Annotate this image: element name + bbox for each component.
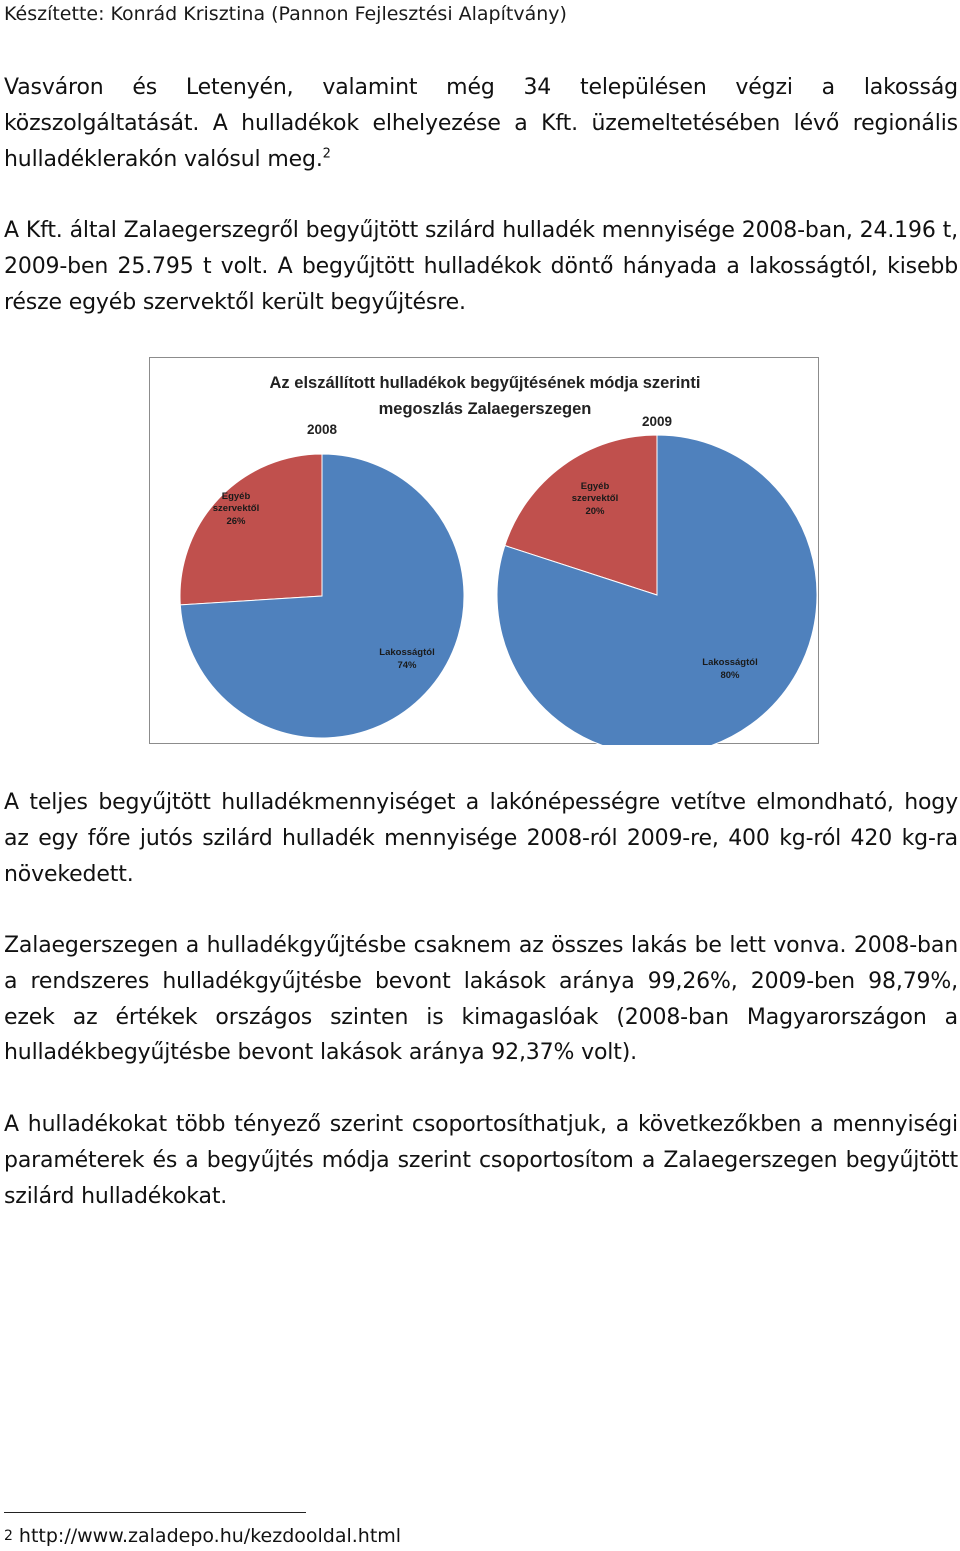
paragraph-1 bbox=[4, 70, 958, 177]
pie-2009-label-lakossag-value: 80% bbox=[720, 670, 740, 681]
pie-2009 bbox=[497, 435, 817, 745]
paragraph-2-text-b: A begyűjtött hulladékok döntő hányada a lakosságtól, kisebb része egyéb szervektől került begyűjtésre. bbox=[4, 253, 959, 315]
pie-chart-figure bbox=[149, 357, 819, 744]
pie-2008-label-egyeb-line1: Egyéb bbox=[221, 491, 251, 502]
pie-charts-svg bbox=[150, 358, 820, 745]
pie-2008-year-label: 2008 bbox=[306, 422, 338, 437]
pie-2009-label-egyeb-line1: Egyéb bbox=[580, 481, 610, 492]
pie-2009-label-egyeb-line2: szervektől bbox=[571, 493, 619, 504]
pie-2008-label-lakossag-value: 74% bbox=[397, 660, 417, 671]
pie-2008-label-lakossag-line1: Lakosságtól bbox=[379, 647, 435, 658]
footnote-mark: 2 bbox=[4, 1528, 13, 1544]
pie-2008-slice-egyeb bbox=[180, 454, 322, 605]
paragraph-3: A teljes begyűjtött hulladékmennyiséget a lakónépességre vetítve elmondható, hogy az egy főre jutós szilárd hulladék mennyisége 2008-ról 2009-re, 400 kg-ról 420 kg-ra növekedett. bbox=[4, 790, 958, 887]
page-header: Készítette: Konrád Krisztina (Pannon Fejlesztési Alapítvány) bbox=[4, 3, 567, 25]
paragraph-1-text: Vasváron és Letenyén, valamint még 34 településen végzi a lakosság közszolgáltatását. A hulladékok elhelyezése a Kft. üzemeltetésében lévő regionális hulladéklerakón valósul meg. bbox=[4, 75, 958, 172]
paragraph-2-text-a: A Kft. által Zalaegerszegről begyűjtött szilárd hulladék mennyisége 2008-ban, 24.196 t, 2009-ben 25.795 t volt. bbox=[4, 218, 958, 279]
footnote bbox=[4, 1524, 904, 1548]
pie-2008 bbox=[180, 454, 464, 738]
pie-2008-label-egyeb-value: 26% bbox=[226, 516, 246, 527]
paragraph-5: A hulladékokat több tényező szerint csoportosíthatjuk, a következőkben a mennyiségi paraméterek és a begyűjtés módja szerint csoportosítom a Zalaegerszegen begyűjtött szilárd hulladékokat. bbox=[4, 1112, 958, 1209]
paragraph-2 bbox=[4, 213, 958, 320]
pie-2008-label-egyeb-line2: szervektől bbox=[212, 503, 260, 514]
footnote-link[interactable]: http://www.zaladepo.hu/kezdooldal.html bbox=[18, 1525, 402, 1547]
footnote-divider bbox=[4, 1512, 306, 1513]
chart-title-line-2: megoszlás Zalaegerszegen bbox=[378, 400, 592, 418]
pie-2009-year-label: 2009 bbox=[641, 414, 673, 429]
pie-2009-label-egyeb-value: 20% bbox=[585, 506, 605, 517]
pie-2009-label-lakossag-line1: Lakosságtól bbox=[702, 657, 758, 668]
footnote-reference[interactable]: 2 bbox=[322, 146, 331, 162]
paragraph-4: Zalaegerszegen a hulladékgyűjtésbe csaknem az összes lakás be lett vonva. 2008-ban a rendszeres hulladékgyűjtésbe bevont lakások aránya 99,26%, 2009-ben 98,79%, ezek az értékek országos szinten is kimagaslóak (2008-ban Magyarországon a hulladékbegyűjtésbe bevont lakások aránya 92,37% volt). bbox=[4, 933, 958, 1066]
chart-title-line-1: Az elszállított hulladékok begyűjtésének módja szerinti bbox=[269, 374, 701, 392]
